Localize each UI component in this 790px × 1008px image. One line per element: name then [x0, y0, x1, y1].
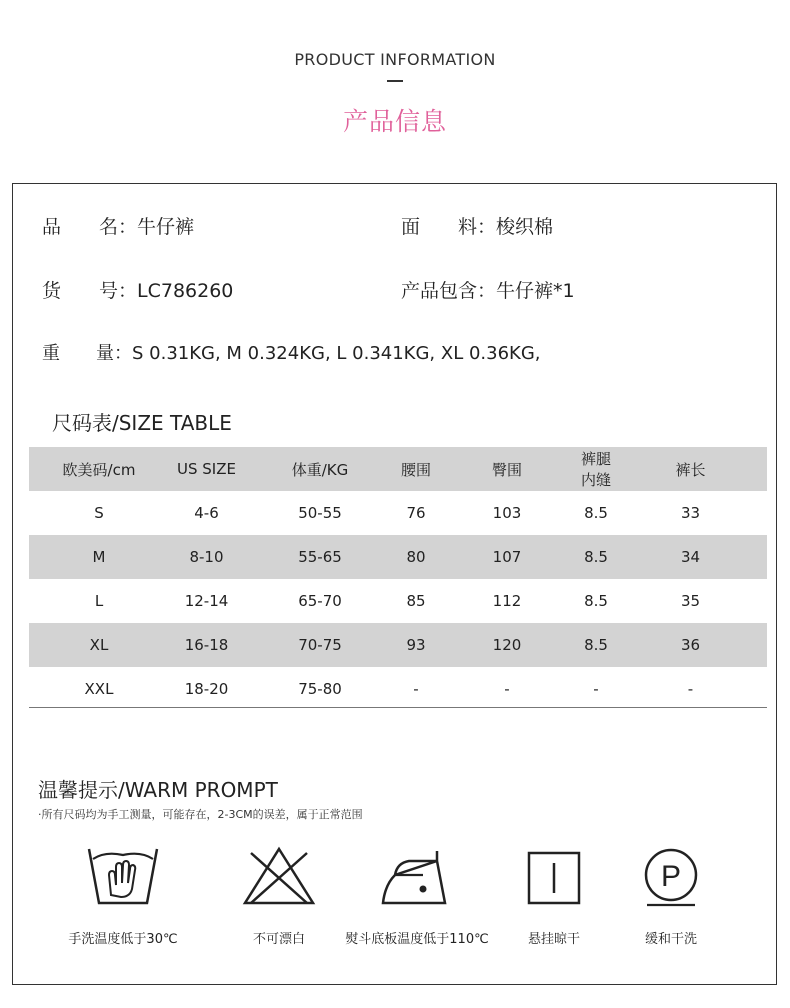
table-cell: 12-14	[184, 592, 229, 610]
table-cell: -	[687, 680, 694, 698]
table-cell: 8.5	[584, 504, 608, 522]
care-label: 缓和干洗	[644, 932, 697, 947]
info-fabric-label: 面 料：	[401, 216, 497, 238]
care-item	[611, 845, 731, 947]
info-weight-value: S 0.31KG, M 0.324KG, L 0.341KG, XL 0.36KG,	[132, 343, 541, 364]
info-sku	[42, 276, 233, 303]
care-item	[219, 845, 339, 947]
care-label: 不可漂白	[252, 932, 305, 947]
col-header: 裤长	[614, 447, 767, 491]
table-cell: 8-10	[169, 535, 244, 579]
care-label: 手洗温度低于30℃	[68, 932, 178, 947]
info-sku-label: 货 号：	[42, 280, 138, 302]
prompt-title: 温馨提示/WARM PROMPT	[38, 778, 278, 802]
table-cell: 18-20	[184, 680, 229, 698]
col-header: 腰围	[396, 447, 436, 491]
hand-wash-icon	[85, 845, 161, 907]
table-cell: 80	[396, 535, 436, 579]
table-cell: 8.5	[578, 623, 614, 667]
table-cell: 50-55	[298, 504, 342, 522]
info-name-value: 牛仔裤	[137, 216, 195, 238]
table-cell: 8.5	[584, 592, 608, 610]
table-cell: -	[413, 680, 419, 698]
table-bottom-divider	[29, 707, 767, 708]
line-dry-icon	[516, 845, 592, 907]
table-cell: XXL	[84, 680, 114, 698]
prompt-note: ·所有尺码均为手工测量，可能存在，2-3CM的误差，属于正常范围	[38, 808, 363, 821]
care-label: 熨斗底板温度低于110℃	[345, 932, 489, 947]
col-header: 裤腿内缝	[578, 447, 614, 491]
table-cell: -	[593, 680, 599, 698]
table-cell: 107	[436, 535, 578, 579]
info-fabric-value: 梭织棉	[496, 216, 554, 238]
table-cell: 120	[436, 623, 578, 667]
info-fabric	[401, 212, 553, 239]
table-cell: 36	[614, 623, 767, 667]
info-package-label: 产品包含：	[401, 280, 497, 302]
info-package-value: 牛仔裤*1	[496, 280, 575, 302]
info-sku-value: LC786260	[137, 280, 234, 302]
header-title-cn: 产品信息	[342, 107, 447, 136]
table-cell: M	[29, 535, 169, 579]
table-cell: 76	[406, 504, 426, 522]
no-bleach-icon	[241, 845, 317, 907]
col-header: 欧美码/cm	[29, 447, 169, 491]
table-cell: 33	[680, 504, 701, 522]
table-cell: -	[504, 680, 510, 698]
table-cell: 85	[406, 592, 426, 610]
care-item	[345, 845, 489, 947]
size-table-header	[29, 447, 767, 491]
info-weight-label: 重 量：	[42, 343, 132, 364]
dry-clean-p-icon	[633, 845, 709, 907]
info-name	[42, 212, 194, 239]
table-cell: 16-18	[169, 623, 244, 667]
table-cell: 8.5	[578, 535, 614, 579]
table-cell: 103	[492, 504, 522, 522]
table-cell: L	[94, 592, 104, 610]
table-cell: 93	[396, 623, 436, 667]
table-cell: XL	[29, 623, 169, 667]
table-cell: 70-75	[244, 623, 396, 667]
care-label: 悬挂晾干	[527, 932, 580, 947]
size-table	[29, 447, 767, 711]
table-cell: 112	[492, 592, 522, 610]
table-row	[29, 491, 767, 535]
table-cell: 65-70	[298, 592, 342, 610]
info-name-label: 品 名：	[42, 216, 138, 238]
info-package	[401, 276, 575, 303]
header-divider	[387, 80, 403, 82]
col-header: 臀围	[436, 447, 578, 491]
svg-text:P: P	[660, 860, 682, 893]
header-title-en: PRODUCT INFORMATION	[294, 50, 496, 69]
table-row	[29, 667, 767, 711]
table-cell: 75-80	[298, 680, 342, 698]
table-cell: 34	[614, 535, 767, 579]
table-cell: 4-6	[194, 504, 219, 522]
col-header: 体重/KG	[244, 447, 396, 491]
iron-icon	[379, 845, 455, 907]
size-table-title: 尺码表/SIZE TABLE	[52, 411, 232, 435]
table-row	[29, 623, 767, 667]
table-cell: 55-65	[244, 535, 396, 579]
table-row	[29, 579, 767, 623]
table-cell: 35	[680, 592, 701, 610]
info-weight	[42, 339, 541, 365]
col-header: US SIZE	[169, 447, 244, 491]
table-cell: S	[94, 504, 104, 522]
care-item	[63, 845, 183, 947]
care-item	[494, 845, 614, 947]
table-row	[29, 535, 767, 579]
